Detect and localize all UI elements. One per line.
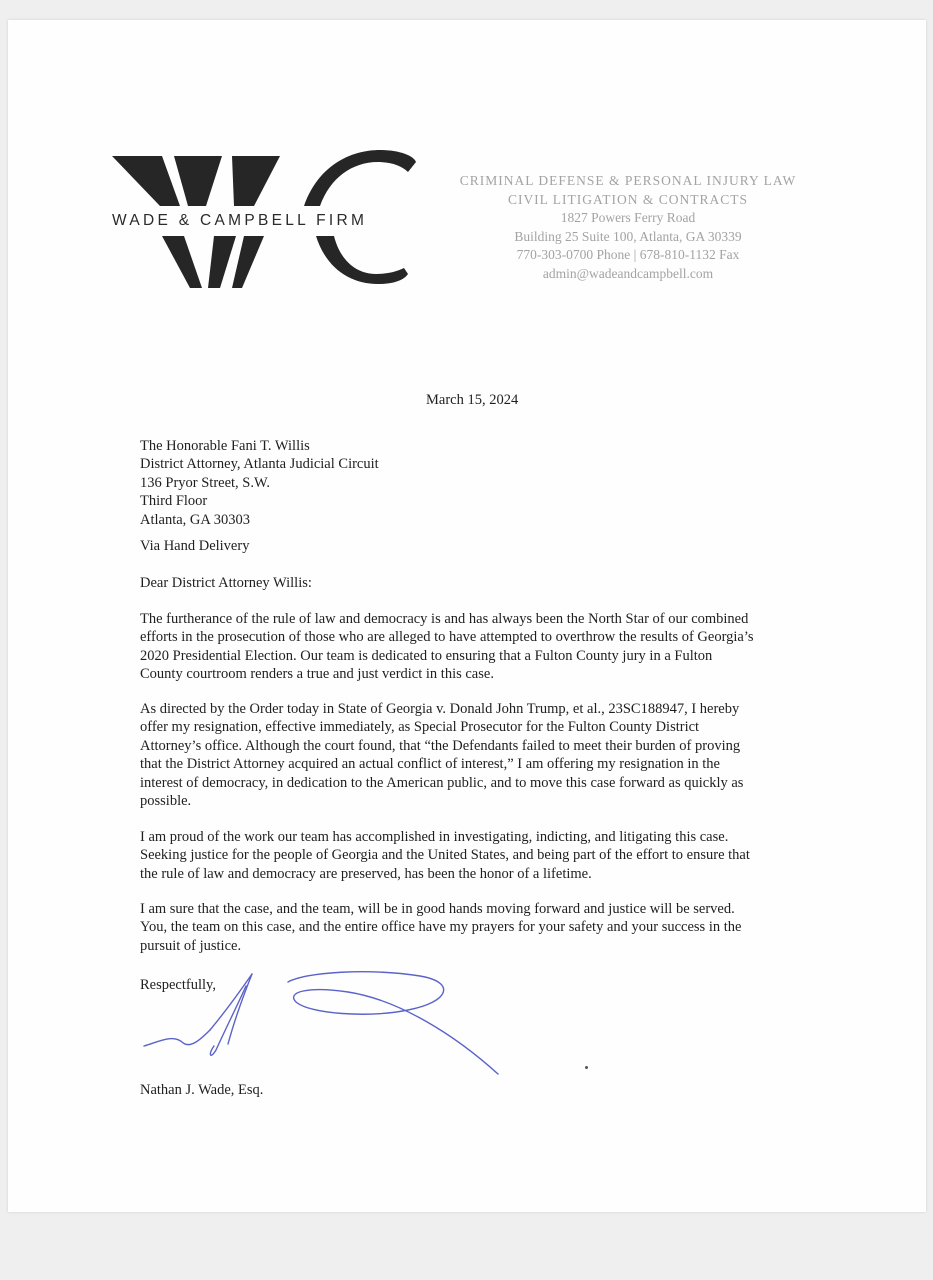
letterhead-contact — [428, 172, 828, 283]
ink-speck — [585, 1066, 588, 1069]
recipient-line: 136 Pryor Street, S.W. — [140, 474, 270, 491]
paragraph-line: interest of democracy, in dedication to the American public, and to move this case forward as quickly as — [140, 774, 744, 791]
practice-areas-line-2: CIVIL LITIGATION & CONTRACTS — [507, 191, 749, 207]
paragraph-line: Seeking justice for the people of Georgia and the United States, and being part of the effort to ensure that — [140, 847, 750, 864]
body-paragraph-2 — [140, 700, 812, 810]
paragraph-line: I am sure that the case, and the team, will be in good hands moving forward and justice will be served. — [140, 901, 735, 917]
paragraph-line: County courtroom renders a true and just verdict in this case. — [140, 666, 494, 683]
paragraph-line: 2020 Presidential Election. Our team is dedicated to ensuring that a Fulton County jury in a Fulton — [140, 647, 713, 664]
signatory-name: Nathan J. Wade, Esq. — [140, 1082, 264, 1098]
closing: Respectfully, — [140, 977, 216, 993]
body-paragraph-1 — [140, 610, 812, 684]
paragraph-line: that the District Attorney acquired an actual conflict of interest,” I am offering my resignation in the — [140, 756, 720, 773]
delivery-method: Via Hand Delivery — [140, 538, 250, 554]
firm-name: WADE & CAMPBELL FIRM — [112, 212, 368, 229]
practice-areas-line: CRIMINAL DEFENSE & PERSONAL INJURY LAW — [459, 173, 797, 188]
paragraph-line: I am proud of the work our team has accomplished in investigating, indicting, and litigating this case. — [140, 829, 729, 845]
recipient-line: Third Floor — [140, 493, 208, 510]
paragraph-line: The furtherance of the rule of law and democracy is and has always been the North Star of our combined — [140, 611, 749, 627]
recipient-line: The Honorable Fani T. Willis — [140, 438, 310, 454]
recipient-address — [140, 437, 379, 529]
paragraph-line: pursuit of justice. — [140, 937, 242, 954]
paragraph-line: the rule of law and democracy are preserved, has been the honor of a lifetime. — [140, 865, 592, 882]
paragraph-line: offer my resignation, effective immediately, as Special Prosecutor for the Fulton County District — [140, 719, 700, 736]
handwritten-signature — [138, 964, 518, 1084]
body-paragraph-4 — [140, 900, 812, 955]
email-address: admin@wadeandcampbell.com — [542, 265, 714, 281]
street-address: 1827 Powers Ferry Road — [560, 210, 696, 225]
recipient-line: Atlanta, GA 30303 — [140, 511, 250, 528]
phone-fax: 770-303-0700 Phone | 678-810-1132 Fax — [516, 247, 740, 262]
paragraph-line: You, the team on this case, and the entire office have my prayers for your safety and your success in the — [140, 919, 742, 936]
recipient-line: District Attorney, Atlanta Judicial Circuit — [140, 456, 379, 473]
letter-date: March 15, 2024 — [426, 392, 519, 408]
salutation: Dear District Attorney Willis: — [140, 575, 312, 591]
paragraph-line: Attorney’s office. Although the court found, that “the Defendants failed to meet their burden of proving — [140, 737, 741, 754]
body-paragraph-3 — [140, 828, 812, 883]
letter-page — [8, 20, 926, 1212]
suite-address: Building 25 Suite 100, Atlanta, GA 30339 — [514, 228, 742, 244]
paragraph-line: possible. — [140, 793, 192, 810]
paragraph-line: As directed by the Order today in State of Georgia v. Donald John Trump, et al., 23SC188947, I hereby — [140, 701, 740, 717]
paragraph-line: efforts in the prosecution of those who are alleged to have attempted to overthrow the results of Georgia’s — [140, 629, 754, 646]
